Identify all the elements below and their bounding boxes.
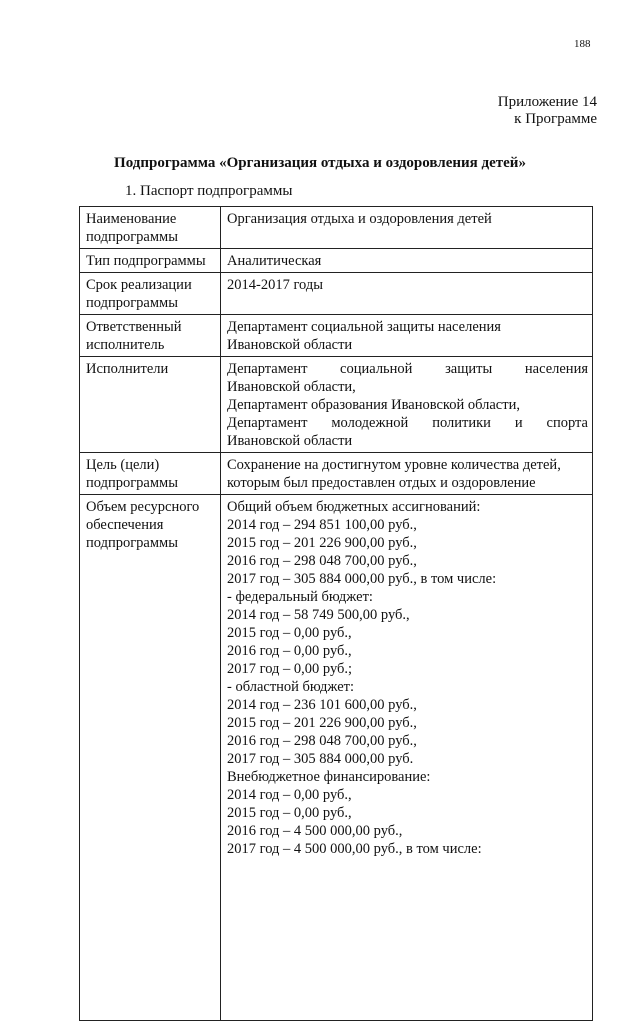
funding-line: 2016 год – 0,00 руб., [227,643,352,659]
value-line: Организация отдыха и оздоровления детей [227,211,492,227]
row-label [80,249,221,273]
funding-line: 2014 год – 0,00 руб., [227,787,352,803]
funding-line: Общий объем бюджетных ассигнований: [227,499,481,515]
row-label [80,315,221,357]
table-row [80,273,593,315]
row-value [221,249,593,273]
table-row [80,207,593,249]
row-value [221,273,593,315]
label-line: исполнитель [86,337,165,353]
value-line: Сохранение на достигнутом уровне количества детей, [227,457,561,473]
funding-line: - федеральный бюджет: [227,589,373,605]
funding-line: 2017 год – 305 884 000,00 руб. [227,751,414,767]
table-row [80,315,593,357]
row-value [221,315,593,357]
row-label [80,357,221,453]
value-line: Ивановской области [227,337,353,353]
funding-line: Внебюджетное финансирование: [227,769,431,785]
value-line: которым был предоставлен отдых и оздоровление [227,475,536,491]
label-line: Наименование [86,211,177,227]
appendix-reference [498,94,597,128]
funding-line: 2015 год – 0,00 руб., [227,805,352,821]
funding-line: 2014 год – 58 749 500,00 руб., [227,607,410,623]
funding-line: 2014 год – 236 101 600,00 руб., [227,697,417,713]
passport-table [79,206,593,1021]
funding-line: 2016 год – 4 500 000,00 руб., [227,823,403,839]
page-title: Подпрограмма «Организация отдыха и оздоровления детей» [114,155,526,171]
row-label [80,273,221,315]
row-label [80,453,221,495]
funding-line: 2017 год – 4 500 000,00 руб., в том числе: [227,841,482,857]
value-line: Департамент образования Ивановской области, [227,397,520,413]
label-line: Срок реализации [86,277,192,293]
label-line: Ответственный [86,319,182,335]
value-line: Ивановской области [227,433,353,449]
label-line: подпрограммы [86,535,178,551]
appendix-line: Приложение 14 [497,94,597,110]
table-row [80,249,593,273]
row-label [80,207,221,249]
row-value [221,357,593,453]
row-value [221,207,593,249]
funding-line: 2015 год – 201 226 900,00 руб., [227,715,417,731]
value-line: 2014-2017 годы [227,277,323,293]
appendix-line: к Программе [514,111,597,127]
value-line: Департамент социальной защиты населения [227,319,501,335]
table-row [80,453,593,495]
row-value [221,453,593,495]
funding-line: 2016 год – 298 048 700,00 руб., [227,553,417,569]
label-line: Объем ресурсного [86,499,200,515]
funding-line: 2017 год – 305 884 000,00 руб., в том числе: [227,571,497,587]
funding-line: 2016 год – 298 048 700,00 руб., [227,733,417,749]
page-number: 188 [574,38,591,50]
funding-line: 2015 год – 0,00 руб., [227,625,352,641]
label-line: Исполнители [86,361,169,377]
table-row [80,357,593,453]
value-line: Аналитическая [227,253,322,269]
funding-line: 2017 год – 0,00 руб.; [227,661,353,677]
section-heading: 1. Паспорт подпрограммы [125,183,293,199]
funding-line: 2014 год – 294 851 100,00 руб., [227,517,417,533]
row-label [80,495,221,1021]
table-row [80,495,593,1021]
label-line: Цель (цели) [86,457,160,473]
row-value [221,495,593,1021]
label-line: подпрограммы [86,295,178,311]
funding-line: 2015 год – 201 226 900,00 руб., [227,535,417,551]
label-line: обеспечения [86,517,164,533]
value-line: Ивановской области, [227,379,356,395]
label-line: подпрограммы [86,229,178,245]
label-line: подпрограммы [86,475,178,491]
value-line: Департамент социальной защиты населения [227,361,588,377]
funding-line: - областной бюджет: [227,679,355,695]
label-line: Тип подпрограммы [86,253,206,269]
value-line: Департамент молодежной политики и спорта [227,415,588,431]
